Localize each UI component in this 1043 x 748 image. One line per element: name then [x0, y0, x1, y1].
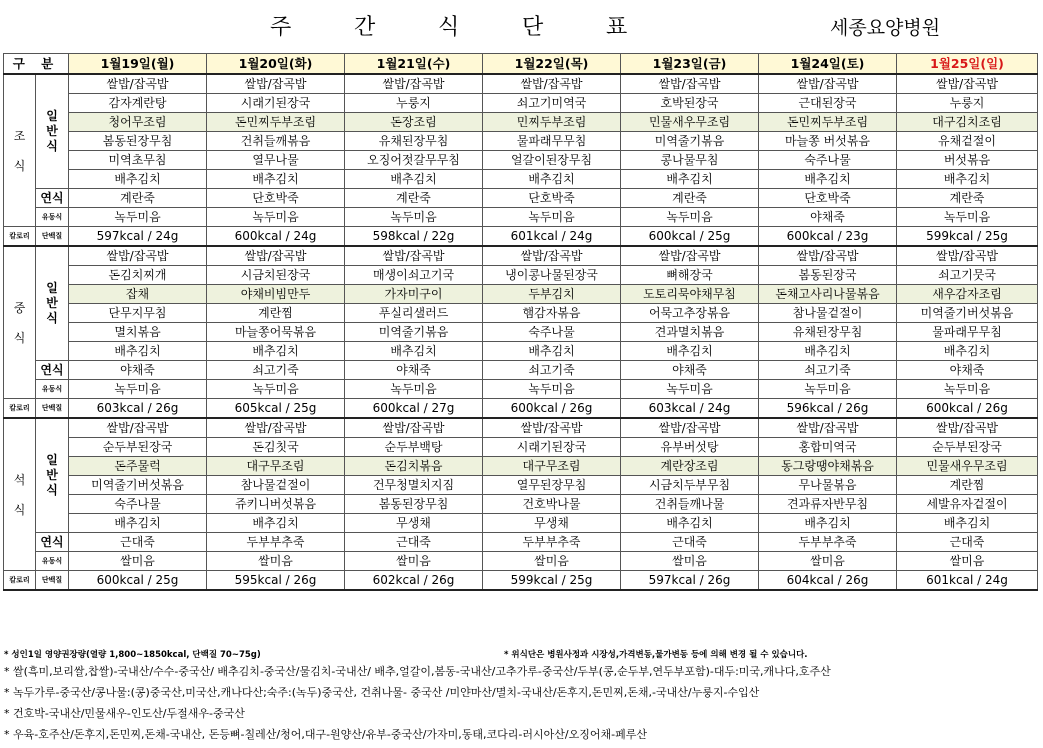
menu-item: 숙주나물 [483, 323, 621, 342]
liquid-diet-label: 유동식 [36, 208, 69, 227]
menu-item: 버섯볶음 [897, 151, 1038, 170]
menu-item: 무나물볶음 [759, 476, 897, 495]
day-header: 1월25일(일) [897, 54, 1038, 75]
menu-item: 근대된장국 [759, 94, 897, 113]
menu-item: 오징어젓갈무무침 [345, 151, 483, 170]
menu-item: 대구무조림 [207, 457, 345, 476]
menu-item: 냉이콩나물된장국 [483, 266, 621, 285]
menu-item: 마늘쫑어묵볶음 [207, 323, 345, 342]
menu-item: 배추김치 [207, 170, 345, 189]
protein-label: 단백질 [36, 571, 69, 591]
liquid-diet-item: 녹두미음 [483, 380, 621, 399]
liquid-diet-item: 녹두미음 [483, 208, 621, 227]
menu-item: 햄감자볶음 [483, 304, 621, 323]
menu-item: 쌀밥/잡곡밥 [897, 418, 1038, 438]
menu-item: 푸실리샐러드 [345, 304, 483, 323]
nutrition-value: 600kcal / 26g [897, 399, 1038, 419]
liquid-diet-item: 쌀미음 [207, 552, 345, 571]
general-diet-char: 반 [46, 124, 58, 138]
day-header: 1월22일(목) [483, 54, 621, 75]
menu-item: 쌀밥/잡곡밥 [621, 246, 759, 266]
breakfast-label [4, 74, 36, 227]
menu-item: 무생채 [483, 514, 621, 533]
nutrition-value: 600kcal / 23g [759, 227, 897, 247]
liquid-diet-item: 녹두미음 [759, 380, 897, 399]
menu-item: 배추김치 [345, 342, 483, 361]
nutrition-value: 600kcal / 24g [207, 227, 345, 247]
general-diet-char: 반 [46, 468, 58, 482]
liquid-diet-item: 녹두미음 [69, 208, 207, 227]
origin-line: * 건호박-국내산/민물새우-인도산/두절새우-중국산 [4, 707, 245, 720]
menu-item: 무생채 [345, 514, 483, 533]
meal-label-char: 식 [13, 330, 26, 345]
liquid-diet-item: 야채죽 [759, 208, 897, 227]
menu-item: 배추김치 [69, 514, 207, 533]
nutrition-value: 597kcal / 26g [621, 571, 759, 591]
menu-item: 쌀밥/잡곡밥 [483, 74, 621, 94]
menu-item: 매생이쇠고기국 [345, 266, 483, 285]
menu-item: 쌀밥/잡곡밥 [69, 246, 207, 266]
protein-label: 단백질 [36, 227, 69, 247]
liquid-diet-item: 쌀미음 [621, 552, 759, 571]
liquid-diet-item: 녹두미음 [69, 380, 207, 399]
liquid-diet-item: 쌀미음 [897, 552, 1038, 571]
menu-item: 열무나물 [207, 151, 345, 170]
title-char: 표 [606, 15, 628, 40]
menu-item: 쌀밥/잡곡밥 [483, 418, 621, 438]
meal-label-char: 식 [13, 502, 26, 517]
menu-item: 시래기된장국 [207, 94, 345, 113]
nutrition-value: 600kcal / 25g [621, 227, 759, 247]
menu-item: 배추김치 [621, 342, 759, 361]
nutrition-value: 598kcal / 22g [345, 227, 483, 247]
menu-item: 견과류자반무침 [759, 495, 897, 514]
menu-item: 누룽지 [897, 94, 1038, 113]
title-bar [0, 0, 1043, 50]
menu-item: 배추김치 [759, 342, 897, 361]
menu-item: 유부버섯탕 [621, 438, 759, 457]
liquid-diet-item: 쌀미음 [69, 552, 207, 571]
soft-diet-item: 단호박죽 [759, 189, 897, 208]
menu-item: 쌀밥/잡곡밥 [897, 246, 1038, 266]
calorie-label: 칼로리 [4, 227, 36, 247]
meal-label-char: 조 [13, 128, 26, 143]
menu-item: 쇠고기미역국 [483, 94, 621, 113]
menu-item: 물파래무무침 [483, 132, 621, 151]
menu-item: 배추김치 [759, 170, 897, 189]
general-diet-label [36, 418, 69, 533]
menu-item: 대구무조림 [483, 457, 621, 476]
menu-item: 계란장조림 [621, 457, 759, 476]
origin-line: * 녹두가루-중국산/콩나물:(콩)중국산,미국산,캐나다산;숙주:(녹두)중국산, 건취나물- 중국산 /미얀마산/멸치-국내산/돈후지,돈민찌,돈채,-국내산/누룽지-수입산 [4, 686, 760, 699]
liquid-diet-item: 쌀미음 [483, 552, 621, 571]
nutrition-value: 595kcal / 26g [207, 571, 345, 591]
menu-item: 어묵고추장볶음 [621, 304, 759, 323]
menu-item: 물파래무무침 [897, 323, 1038, 342]
liquid-diet-label: 유동식 [36, 380, 69, 399]
day-header: 1월20일(화) [207, 54, 345, 75]
menu-item: 쌀밥/잡곡밥 [759, 246, 897, 266]
soft-diet-item: 쇠고기죽 [207, 361, 345, 380]
menu-item: 돈김치볶음 [345, 457, 483, 476]
general-diet-char: 식 [46, 139, 58, 153]
menu-item: 쇠고기뭇국 [897, 266, 1038, 285]
menu-item: 배추김치 [69, 170, 207, 189]
nutrition-value: 604kcal / 26g [759, 571, 897, 591]
nutrition-value: 603kcal / 24g [621, 399, 759, 419]
soft-diet-item: 두부부추죽 [759, 533, 897, 552]
soft-diet-item: 야채죽 [345, 361, 483, 380]
general-diet-char: 식 [46, 483, 58, 497]
nutrition-standard-note: * 성인1일 영양권장량(열량 1,800~1850kcal, 단백질 70~75g) [4, 650, 261, 660]
menu-item: 얼갈이된장무침 [483, 151, 621, 170]
menu-item: 쌀밥/잡곡밥 [621, 418, 759, 438]
menu-item: 쌀밥/잡곡밥 [207, 74, 345, 94]
menu-item: 계란찜 [207, 304, 345, 323]
menu-item: 감자계란탕 [69, 94, 207, 113]
menu-item: 콩나물무침 [621, 151, 759, 170]
nutrition-value: 599kcal / 25g [483, 571, 621, 591]
day-header: 1월21일(수) [345, 54, 483, 75]
menu-item: 민찌두부조림 [483, 113, 621, 132]
menu-item: 돈김칫국 [207, 438, 345, 457]
menu-item: 야채비빔만두 [207, 285, 345, 304]
menu-item: 쌀밥/잡곡밥 [897, 74, 1038, 94]
menu-item: 건취들깨볶음 [207, 132, 345, 151]
soft-diet-item: 근대죽 [345, 533, 483, 552]
menu-item: 시래기된장국 [483, 438, 621, 457]
menu-item: 봄동된장국 [759, 266, 897, 285]
menu-item: 순두부백탕 [345, 438, 483, 457]
menu-item: 숙주나물 [69, 495, 207, 514]
liquid-diet-item: 녹두미음 [621, 380, 759, 399]
menu-item: 건무청멸치지짐 [345, 476, 483, 495]
menu-item: 쌀밥/잡곡밥 [69, 74, 207, 94]
menu-item: 돈장조림 [345, 113, 483, 132]
menu-item: 쌀밥/잡곡밥 [621, 74, 759, 94]
liquid-diet-item: 녹두미음 [345, 380, 483, 399]
menu-item: 건취들깨나물 [621, 495, 759, 514]
menu-item: 누룽지 [345, 94, 483, 113]
hospital-name: 세종요양병원 [830, 17, 941, 39]
soft-diet-item: 단호박죽 [207, 189, 345, 208]
gubun-header: 구 분 [4, 54, 69, 75]
title-char: 식 [438, 15, 460, 40]
menu-item: 호박된장국 [621, 94, 759, 113]
nutrition-value: 602kcal / 26g [345, 571, 483, 591]
menu-item: 유채된장무침 [345, 132, 483, 151]
soft-diet-item: 근대죽 [69, 533, 207, 552]
soft-diet-item: 계란죽 [345, 189, 483, 208]
menu-item: 세발유자겉절이 [897, 495, 1038, 514]
menu-item: 배추김치 [207, 342, 345, 361]
title-char: 주 [270, 15, 292, 40]
soft-diet-item: 야채죽 [69, 361, 207, 380]
menu-item: 봄동된장무침 [69, 132, 207, 151]
nutrition-value: 596kcal / 26g [759, 399, 897, 419]
menu-item: 청어무조림 [69, 113, 207, 132]
liquid-diet-item: 녹두미음 [897, 380, 1038, 399]
menu-item: 쌀밥/잡곡밥 [759, 74, 897, 94]
page-title [270, 10, 690, 41]
menu-item: 미역줄기버섯볶음 [897, 304, 1038, 323]
menu-item: 배추김치 [483, 170, 621, 189]
nutrition-value: 603kcal / 26g [69, 399, 207, 419]
nutrition-value: 601kcal / 24g [483, 227, 621, 247]
day-header: 1월19일(월) [69, 54, 207, 75]
title-char: 간 [354, 15, 376, 40]
nutrition-value: 600kcal / 27g [345, 399, 483, 419]
liquid-diet-item: 쌀미음 [759, 552, 897, 571]
soft-diet-item: 두부부추죽 [207, 533, 345, 552]
menu-item: 돈채고사리나물볶음 [759, 285, 897, 304]
menu-item: 쥬키니버섯볶음 [207, 495, 345, 514]
general-diet-label [36, 74, 69, 189]
menu-item: 배추김치 [621, 170, 759, 189]
weekly-menu-table [3, 53, 1038, 591]
menu-item: 민물새우무조림 [897, 457, 1038, 476]
menu-item: 미역줄기볶음 [621, 132, 759, 151]
nutrition-value: 600kcal / 26g [483, 399, 621, 419]
soft-diet-item: 쇠고기죽 [483, 361, 621, 380]
menu-item: 배추김치 [897, 170, 1038, 189]
soft-diet-item: 계란죽 [621, 189, 759, 208]
menu-item: 도토리묵야채무침 [621, 285, 759, 304]
soft-diet-item: 계란죽 [69, 189, 207, 208]
menu-item: 대구김치조림 [897, 113, 1038, 132]
general-diet-label [36, 246, 69, 361]
general-diet-char: 반 [46, 296, 58, 310]
menu-item: 동그랑땡야채볶음 [759, 457, 897, 476]
menu-item: 배추김치 [345, 170, 483, 189]
menu-item: 쌀밥/잡곡밥 [483, 246, 621, 266]
menu-item: 쌀밥/잡곡밥 [207, 418, 345, 438]
nutrition-value: 601kcal / 24g [897, 571, 1038, 591]
menu-item: 배추김치 [759, 514, 897, 533]
menu-item: 쌀밥/잡곡밥 [759, 418, 897, 438]
menu-item: 숙주나물 [759, 151, 897, 170]
day-header: 1월23일(금) [621, 54, 759, 75]
liquid-diet-label: 유동식 [36, 552, 69, 571]
menu-item: 유채겉절이 [897, 132, 1038, 151]
menu-item: 시금치된장국 [207, 266, 345, 285]
menu-item: 쌀밥/잡곡밥 [69, 418, 207, 438]
general-diet-char: 일 [46, 109, 58, 123]
meal-label-char: 중 [13, 300, 26, 315]
title-char: 단 [522, 15, 544, 40]
soft-diet-item: 근대죽 [897, 533, 1038, 552]
soft-diet-label: 연식 [36, 361, 69, 380]
day-header: 1월24일(토) [759, 54, 897, 75]
menu-item: 마늘쫑 버섯볶음 [759, 132, 897, 151]
nutrition-value: 605kcal / 25g [207, 399, 345, 419]
meal-label-char: 식 [13, 158, 26, 173]
menu-item: 쌀밥/잡곡밥 [207, 246, 345, 266]
soft-diet-item: 계란죽 [897, 189, 1038, 208]
menu-item: 견과멸치볶음 [621, 323, 759, 342]
menu-item: 미역줄기버섯볶음 [69, 476, 207, 495]
footer-notes [4, 648, 1040, 746]
menu-item: 건호박나물 [483, 495, 621, 514]
menu-item: 쌀밥/잡곡밥 [345, 74, 483, 94]
menu-item: 가자미구이 [345, 285, 483, 304]
soft-diet-item: 단호박죽 [483, 189, 621, 208]
nutrition-value: 600kcal / 25g [69, 571, 207, 591]
soft-diet-label: 연식 [36, 533, 69, 552]
menu-item: 두부김치 [483, 285, 621, 304]
liquid-diet-item: 녹두미음 [207, 208, 345, 227]
menu-item: 돈김치찌개 [69, 266, 207, 285]
menu-item: 배추김치 [207, 514, 345, 533]
menu-item: 뼈해장국 [621, 266, 759, 285]
protein-label: 단백질 [36, 399, 69, 419]
menu-item: 멸치볶음 [69, 323, 207, 342]
soft-diet-item: 야채죽 [621, 361, 759, 380]
general-diet-char: 일 [46, 453, 58, 467]
menu-item: 참나물겉절이 [759, 304, 897, 323]
menu-item: 새우감자조림 [897, 285, 1038, 304]
soft-diet-label: 연식 [36, 189, 69, 208]
menu-item: 배추김치 [897, 342, 1038, 361]
general-diet-char: 식 [46, 311, 58, 325]
liquid-diet-item: 녹두미음 [345, 208, 483, 227]
menu-item: 순두부된장국 [69, 438, 207, 457]
lunch-label [4, 246, 36, 399]
menu-item: 배추김치 [897, 514, 1038, 533]
menu-item: 봄동된장무침 [345, 495, 483, 514]
menu-item: 돈민찌두부조림 [207, 113, 345, 132]
liquid-diet-item: 쌀미음 [345, 552, 483, 571]
menu-item: 잡채 [69, 285, 207, 304]
soft-diet-item: 야채죽 [897, 361, 1038, 380]
menu-change-note: * 위식단은 병원사정과 시장성,가격변동,물가변동 등에 의해 변경 될 수 있습니다. [504, 650, 808, 660]
general-diet-char: 일 [46, 281, 58, 295]
menu-item: 미역초무침 [69, 151, 207, 170]
menu-item: 시금치두부무침 [621, 476, 759, 495]
liquid-diet-item: 녹두미음 [621, 208, 759, 227]
menu-item: 순두부된장국 [897, 438, 1038, 457]
nutrition-value: 599kcal / 25g [897, 227, 1038, 247]
menu-item: 배추김치 [621, 514, 759, 533]
origin-line: * 쌀(흑미,보리쌀,찹쌀)-국내산/수수-중국산/ 배추김치-중국산/물김치-국내산/ 배추,얼갈이,봄동-국내산/고추가루-중국산/두부(콩,순두부,연두부포함)-대두:미국,캐나다,호주산 [4, 665, 831, 678]
menu-item: 쌀밥/잡곡밥 [345, 418, 483, 438]
menu-item: 계란찜 [897, 476, 1038, 495]
nutrition-value: 597kcal / 24g [69, 227, 207, 247]
menu-item: 미역줄기볶음 [345, 323, 483, 342]
liquid-diet-item: 녹두미음 [207, 380, 345, 399]
menu-item: 열무된장무침 [483, 476, 621, 495]
liquid-diet-item: 녹두미음 [897, 208, 1038, 227]
menu-item: 유채된장무침 [759, 323, 897, 342]
soft-diet-item: 근대죽 [621, 533, 759, 552]
menu-item: 민물새우무조림 [621, 113, 759, 132]
menu-item: 단무지무침 [69, 304, 207, 323]
soft-diet-item: 쇠고기죽 [759, 361, 897, 380]
origin-line: * 우육-호주산/돈후지,돈민찌,돈채-국내산, 돈등뼈-칠레산/청어,대구-원양산/유부-중국산/가자미,동태,코다리-러시아산/오징어채-페루산 [4, 728, 647, 741]
menu-item: 배추김치 [69, 342, 207, 361]
calorie-label: 칼로리 [4, 571, 36, 591]
menu-item: 홍합미역국 [759, 438, 897, 457]
menu-item: 쌀밥/잡곡밥 [345, 246, 483, 266]
menu-item: 참나물겉절이 [207, 476, 345, 495]
menu-item: 돈주물럭 [69, 457, 207, 476]
dinner-label [4, 418, 36, 571]
calorie-label: 칼로리 [4, 399, 36, 419]
soft-diet-item: 두부부추죽 [483, 533, 621, 552]
meal-label-char: 석 [13, 472, 26, 487]
menu-item: 돈민찌두부조림 [759, 113, 897, 132]
menu-item: 배추김치 [483, 342, 621, 361]
